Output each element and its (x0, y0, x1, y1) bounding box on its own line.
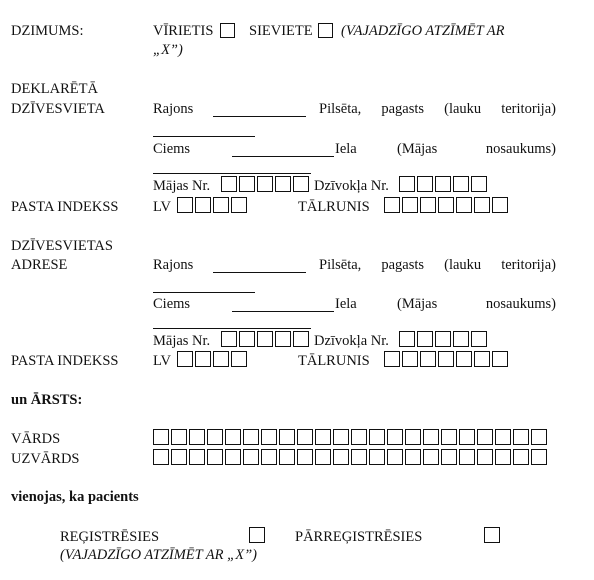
char-box[interactable] (420, 351, 436, 367)
char-box[interactable] (279, 429, 295, 445)
gender-label: DZIMUMS: (11, 23, 84, 39)
declared-street-field[interactable] (153, 173, 311, 174)
char-box[interactable] (441, 449, 457, 465)
residence-phone-label: TĀLRUNIS (298, 353, 370, 369)
residence-house-nr-label: Mājas Nr. (153, 333, 211, 349)
char-box[interactable] (177, 197, 193, 213)
char-box[interactable] (153, 429, 169, 445)
male-label: VĪRIETIS (153, 23, 214, 39)
register-checkbox[interactable] (249, 527, 265, 543)
residence-label-1: DZĪVESVIETAS (11, 238, 113, 254)
residence-iela-label: Iela (335, 296, 357, 312)
char-box[interactable] (513, 449, 529, 465)
reregister-checkbox[interactable] (484, 527, 500, 543)
residence-rajons-label: Rajons (153, 257, 194, 273)
char-box[interactable] (279, 449, 295, 465)
char-box[interactable] (171, 429, 187, 445)
doctor-first-name-boxes[interactable] (153, 429, 547, 445)
declared-flat-nr-boxes[interactable] (399, 176, 487, 192)
char-box[interactable] (243, 429, 259, 445)
char-box[interactable] (438, 197, 454, 213)
residence-house-name-label: (Mājas nosaukums) (397, 296, 556, 312)
declared-label-2: DZĪVESVIETA (11, 101, 105, 117)
char-box[interactable] (315, 429, 331, 445)
char-box[interactable] (456, 351, 472, 367)
char-box[interactable] (441, 429, 457, 445)
declared-rajons-field[interactable] (213, 116, 306, 117)
char-box[interactable] (399, 331, 415, 347)
char-box[interactable] (453, 176, 469, 192)
char-box[interactable] (369, 449, 385, 465)
declared-rajons-label: Rajons (153, 101, 194, 117)
doctor-heading: un ĀRSTS: (11, 392, 83, 408)
char-box[interactable] (153, 449, 169, 465)
char-box[interactable] (387, 429, 403, 445)
char-box[interactable] (257, 176, 273, 192)
char-box[interactable] (405, 449, 421, 465)
declared-phone-label: TĀLRUNIS (298, 199, 370, 215)
char-box[interactable] (177, 351, 193, 367)
char-box[interactable] (459, 449, 475, 465)
char-box[interactable] (531, 449, 547, 465)
declared-city-label: Pilsēta, pagasts (lauku teritorija) (319, 101, 556, 117)
char-box[interactable] (213, 197, 229, 213)
char-box[interactable] (207, 429, 223, 445)
char-box[interactable] (495, 449, 511, 465)
residence-postal-boxes[interactable] (177, 351, 247, 367)
char-box[interactable] (195, 351, 211, 367)
char-box[interactable] (435, 176, 451, 192)
char-box[interactable] (231, 351, 247, 367)
char-box[interactable] (257, 331, 273, 347)
char-box[interactable] (189, 429, 205, 445)
residence-postal-label: PASTA INDEKSS (11, 353, 119, 369)
residence-rajons-field[interactable] (213, 272, 306, 273)
reregister-label: PĀRREĢISTRĒSIES (295, 529, 423, 545)
char-box[interactable] (402, 351, 418, 367)
char-box[interactable] (492, 351, 508, 367)
declared-label-1: DEKLARĒTĀ (11, 81, 98, 97)
char-box[interactable] (474, 197, 490, 213)
char-box[interactable] (471, 331, 487, 347)
char-box[interactable] (531, 429, 547, 445)
doctor-first-name-label: VĀRDS (11, 431, 61, 447)
char-box[interactable] (315, 449, 331, 465)
residence-lv-label: LV (153, 353, 171, 369)
residence-city-field[interactable] (153, 292, 255, 293)
char-box[interactable] (297, 429, 313, 445)
char-box[interactable] (471, 176, 487, 192)
residence-ciems-field[interactable] (232, 311, 334, 312)
agreement-note: (VAJADZĪGO ATZĪMĒT AR „X”) (60, 547, 257, 563)
char-box[interactable] (423, 429, 439, 445)
residence-flat-nr-boxes[interactable] (399, 331, 487, 347)
female-label: SIEVIETE (249, 23, 313, 39)
char-box[interactable] (492, 197, 508, 213)
char-box[interactable] (456, 197, 472, 213)
char-box[interactable] (275, 331, 291, 347)
char-box[interactable] (474, 351, 490, 367)
male-checkbox[interactable] (220, 23, 235, 38)
declared-house-nr-boxes[interactable] (221, 176, 309, 192)
char-box[interactable] (384, 351, 400, 367)
char-box[interactable] (171, 449, 187, 465)
declared-ciems-label: Ciems (153, 141, 191, 157)
residence-city-label: Pilsēta, pagasts (lauku teritorija) (319, 257, 556, 273)
declared-phone-boxes[interactable] (384, 197, 508, 213)
declared-ciems-field[interactable] (232, 156, 334, 157)
declared-house-nr-label: Mājas Nr. (153, 178, 211, 194)
char-box[interactable] (207, 449, 223, 465)
char-box[interactable] (369, 429, 385, 445)
declared-postal-label: PASTA INDEKSS (11, 199, 119, 215)
char-box[interactable] (333, 449, 349, 465)
char-box[interactable] (221, 331, 237, 347)
residence-street-field[interactable] (153, 328, 311, 329)
char-box[interactable] (405, 429, 421, 445)
doctor-last-name-label: UZVĀRDS (11, 451, 80, 467)
char-box[interactable] (293, 331, 309, 347)
char-box[interactable] (189, 449, 205, 465)
char-box[interactable] (417, 331, 433, 347)
declared-iela-label: Iela (335, 141, 357, 157)
char-box[interactable] (261, 449, 277, 465)
female-checkbox[interactable] (318, 23, 333, 38)
char-box[interactable] (402, 197, 418, 213)
gender-note-line1: (VAJADZĪGO ATZĪMĒT AR (341, 23, 505, 39)
char-box[interactable] (477, 449, 493, 465)
char-box[interactable] (243, 449, 259, 465)
residence-flat-nr-label: Dzīvokļa Nr. (314, 333, 389, 349)
char-box[interactable] (275, 176, 291, 192)
char-box[interactable] (333, 429, 349, 445)
char-box[interactable] (387, 449, 403, 465)
char-box[interactable] (438, 351, 454, 367)
char-box[interactable] (225, 449, 241, 465)
char-box[interactable] (351, 449, 367, 465)
char-box[interactable] (513, 429, 529, 445)
char-box[interactable] (384, 197, 400, 213)
char-box[interactable] (420, 197, 436, 213)
agreement-heading: vienojas, ka pacients (11, 489, 139, 505)
declared-flat-nr-label: Dzīvokļa Nr. (314, 178, 389, 194)
residence-ciems-label: Ciems (153, 296, 191, 312)
doctor-last-name-boxes[interactable] (153, 449, 547, 465)
char-box[interactable] (213, 351, 229, 367)
char-box[interactable] (239, 331, 255, 347)
char-box[interactable] (231, 197, 247, 213)
declared-lv-label: LV (153, 199, 171, 215)
char-box[interactable] (351, 429, 367, 445)
char-box[interactable] (453, 331, 469, 347)
declared-postal-boxes[interactable] (177, 197, 247, 213)
char-box[interactable] (293, 176, 309, 192)
char-box[interactable] (423, 449, 439, 465)
char-box[interactable] (435, 331, 451, 347)
char-box[interactable] (495, 429, 511, 445)
char-box[interactable] (261, 429, 277, 445)
residence-label-2: ADRESE (11, 257, 68, 273)
char-box[interactable] (221, 176, 237, 192)
declared-house-name-label: (Mājas nosaukums) (397, 141, 556, 157)
char-box[interactable] (297, 449, 313, 465)
residence-house-nr-boxes[interactable] (221, 331, 309, 347)
char-box[interactable] (459, 429, 475, 445)
char-box[interactable] (239, 176, 255, 192)
residence-phone-boxes[interactable] (384, 351, 508, 367)
char-box[interactable] (399, 176, 415, 192)
register-label: REĢISTRĒSIES (60, 529, 160, 545)
char-box[interactable] (195, 197, 211, 213)
char-box[interactable] (477, 429, 493, 445)
char-box[interactable] (225, 429, 241, 445)
declared-city-field[interactable] (153, 136, 255, 137)
gender-note-line2: „X”) (153, 42, 183, 58)
char-box[interactable] (417, 176, 433, 192)
